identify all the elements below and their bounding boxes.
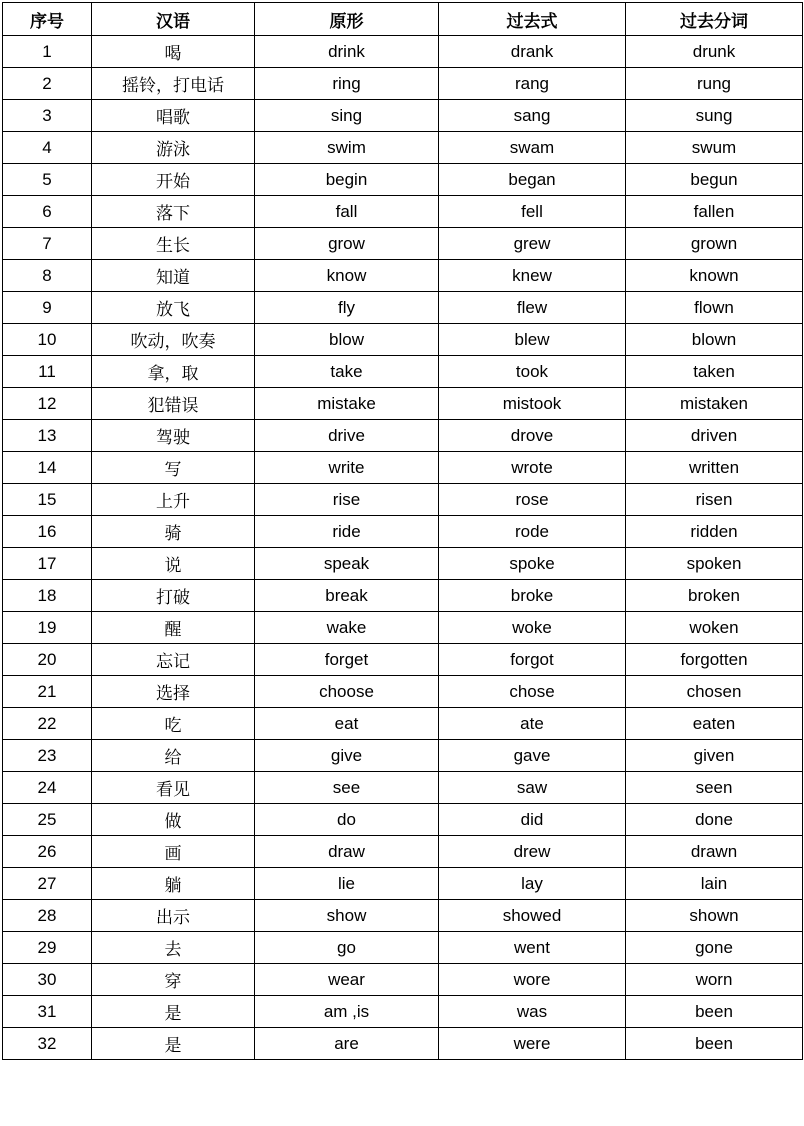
cell-past-participle: sung <box>626 100 803 132</box>
cell-base-form: choose <box>255 676 439 708</box>
cell-past-tense: rang <box>439 68 626 100</box>
cell-past-tense: flew <box>439 292 626 324</box>
table-row <box>3 868 803 900</box>
cell-past-participle: been <box>626 996 803 1028</box>
table-row <box>3 68 803 100</box>
cell-past-participle: done <box>626 804 803 836</box>
cell-chinese: 放飞 <box>92 292 255 324</box>
cell-chinese: 上升 <box>92 484 255 516</box>
table-row <box>3 228 803 260</box>
cell-past-participle: given <box>626 740 803 772</box>
cell-number: 6 <box>3 196 92 228</box>
cell-number: 13 <box>3 420 92 452</box>
cell-chinese: 是 <box>92 1028 255 1060</box>
cell-past-tense: drank <box>439 36 626 68</box>
cell-chinese: 落下 <box>92 196 255 228</box>
cell-base-form: grow <box>255 228 439 260</box>
cell-number: 10 <box>3 324 92 356</box>
table-body <box>3 36 803 1060</box>
table-row <box>3 132 803 164</box>
cell-number: 17 <box>3 548 92 580</box>
cell-chinese: 画 <box>92 836 255 868</box>
cell-base-form: take <box>255 356 439 388</box>
cell-past-participle: drunk <box>626 36 803 68</box>
table-row <box>3 932 803 964</box>
table-row <box>3 36 803 68</box>
cell-number: 24 <box>3 772 92 804</box>
cell-base-form: go <box>255 932 439 964</box>
cell-base-form: ring <box>255 68 439 100</box>
header-number: 序号 <box>3 3 92 36</box>
cell-past-participle: blown <box>626 324 803 356</box>
cell-past-tense: swam <box>439 132 626 164</box>
table-row <box>3 612 803 644</box>
cell-number: 8 <box>3 260 92 292</box>
cell-base-form: fly <box>255 292 439 324</box>
cell-past-tense: wrote <box>439 452 626 484</box>
cell-past-tense: showed <box>439 900 626 932</box>
table-row <box>3 740 803 772</box>
cell-past-participle: drawn <box>626 836 803 868</box>
table-row <box>3 548 803 580</box>
header-past-tense: 过去式 <box>439 3 626 36</box>
cell-number: 18 <box>3 580 92 612</box>
cell-past-tense: began <box>439 164 626 196</box>
table-row <box>3 708 803 740</box>
cell-past-tense: lay <box>439 868 626 900</box>
table-row <box>3 1028 803 1060</box>
cell-chinese: 给 <box>92 740 255 772</box>
cell-number: 30 <box>3 964 92 996</box>
cell-chinese: 忘记 <box>92 644 255 676</box>
cell-chinese: 唱歌 <box>92 100 255 132</box>
cell-number: 29 <box>3 932 92 964</box>
cell-number: 7 <box>3 228 92 260</box>
table-row <box>3 420 803 452</box>
cell-past-participle: ridden <box>626 516 803 548</box>
cell-past-participle: shown <box>626 900 803 932</box>
cell-number: 21 <box>3 676 92 708</box>
cell-past-tense: ate <box>439 708 626 740</box>
cell-past-participle: written <box>626 452 803 484</box>
table-row <box>3 516 803 548</box>
cell-chinese: 打破 <box>92 580 255 612</box>
header-chinese: 汉语 <box>92 3 255 36</box>
table-row <box>3 100 803 132</box>
cell-number: 2 <box>3 68 92 100</box>
cell-number: 28 <box>3 900 92 932</box>
cell-number: 11 <box>3 356 92 388</box>
cell-chinese: 躺 <box>92 868 255 900</box>
cell-number: 5 <box>3 164 92 196</box>
cell-base-form: mistake <box>255 388 439 420</box>
table-row <box>3 260 803 292</box>
cell-base-form: see <box>255 772 439 804</box>
cell-chinese: 喝 <box>92 36 255 68</box>
cell-past-participle: fallen <box>626 196 803 228</box>
cell-base-form: give <box>255 740 439 772</box>
cell-past-tense: sang <box>439 100 626 132</box>
table-row <box>3 644 803 676</box>
cell-chinese: 出示 <box>92 900 255 932</box>
cell-base-form: am ,is <box>255 996 439 1028</box>
cell-base-form: wear <box>255 964 439 996</box>
cell-base-form: drink <box>255 36 439 68</box>
cell-chinese: 吹动，吹奏 <box>92 324 255 356</box>
cell-number: 4 <box>3 132 92 164</box>
cell-chinese: 犯错误 <box>92 388 255 420</box>
cell-past-participle: forgotten <box>626 644 803 676</box>
cell-base-form: draw <box>255 836 439 868</box>
cell-past-participle: rung <box>626 68 803 100</box>
cell-base-form: sing <box>255 100 439 132</box>
cell-base-form: blow <box>255 324 439 356</box>
cell-number: 25 <box>3 804 92 836</box>
cell-base-form: speak <box>255 548 439 580</box>
cell-base-form: swim <box>255 132 439 164</box>
cell-past-participle: grown <box>626 228 803 260</box>
cell-past-tense: wore <box>439 964 626 996</box>
cell-past-tense: grew <box>439 228 626 260</box>
cell-past-tense: were <box>439 1028 626 1060</box>
cell-past-participle: been <box>626 1028 803 1060</box>
cell-past-participle: known <box>626 260 803 292</box>
cell-past-tense: broke <box>439 580 626 612</box>
cell-chinese: 去 <box>92 932 255 964</box>
table-row <box>3 900 803 932</box>
cell-past-participle: taken <box>626 356 803 388</box>
cell-number: 1 <box>3 36 92 68</box>
cell-base-form: rise <box>255 484 439 516</box>
table-row <box>3 996 803 1028</box>
cell-past-tense: blew <box>439 324 626 356</box>
cell-chinese: 写 <box>92 452 255 484</box>
cell-past-participle: gone <box>626 932 803 964</box>
table-row <box>3 452 803 484</box>
table-row <box>3 388 803 420</box>
cell-past-tense: drew <box>439 836 626 868</box>
cell-base-form: wake <box>255 612 439 644</box>
cell-chinese: 选择 <box>92 676 255 708</box>
cell-number: 16 <box>3 516 92 548</box>
cell-base-form: do <box>255 804 439 836</box>
cell-number: 26 <box>3 836 92 868</box>
cell-chinese: 驾驶 <box>92 420 255 452</box>
cell-past-participle: begun <box>626 164 803 196</box>
table-row <box>3 772 803 804</box>
cell-number: 32 <box>3 1028 92 1060</box>
cell-number: 12 <box>3 388 92 420</box>
cell-base-form: fall <box>255 196 439 228</box>
cell-base-form: ride <box>255 516 439 548</box>
cell-past-tense: took <box>439 356 626 388</box>
cell-past-participle: spoken <box>626 548 803 580</box>
cell-past-participle: flown <box>626 292 803 324</box>
header-past-participle: 过去分词 <box>626 3 803 36</box>
cell-base-form: drive <box>255 420 439 452</box>
cell-number: 15 <box>3 484 92 516</box>
cell-chinese: 穿 <box>92 964 255 996</box>
cell-number: 14 <box>3 452 92 484</box>
cell-past-tense: forgot <box>439 644 626 676</box>
cell-past-tense: woke <box>439 612 626 644</box>
cell-chinese: 开始 <box>92 164 255 196</box>
cell-chinese: 游泳 <box>92 132 255 164</box>
table-row <box>3 164 803 196</box>
cell-past-participle: woken <box>626 612 803 644</box>
cell-past-participle: worn <box>626 964 803 996</box>
cell-chinese: 是 <box>92 996 255 1028</box>
cell-past-tense: mistook <box>439 388 626 420</box>
cell-past-tense: rose <box>439 484 626 516</box>
cell-past-participle: broken <box>626 580 803 612</box>
table-row <box>3 964 803 996</box>
cell-past-tense: went <box>439 932 626 964</box>
cell-past-tense: drove <box>439 420 626 452</box>
table-row <box>3 484 803 516</box>
cell-number: 31 <box>3 996 92 1028</box>
cell-number: 27 <box>3 868 92 900</box>
cell-past-participle: mistaken <box>626 388 803 420</box>
table-row <box>3 836 803 868</box>
cell-past-participle: driven <box>626 420 803 452</box>
table-row <box>3 324 803 356</box>
cell-past-participle: seen <box>626 772 803 804</box>
cell-past-tense: spoke <box>439 548 626 580</box>
cell-past-tense: was <box>439 996 626 1028</box>
cell-chinese: 生长 <box>92 228 255 260</box>
cell-past-tense: saw <box>439 772 626 804</box>
cell-past-participle: risen <box>626 484 803 516</box>
cell-past-participle: lain <box>626 868 803 900</box>
cell-base-form: lie <box>255 868 439 900</box>
cell-chinese: 说 <box>92 548 255 580</box>
table-row <box>3 292 803 324</box>
cell-past-tense: did <box>439 804 626 836</box>
cell-chinese: 知道 <box>92 260 255 292</box>
cell-past-tense: knew <box>439 260 626 292</box>
cell-chinese: 拿，取 <box>92 356 255 388</box>
cell-base-form: forget <box>255 644 439 676</box>
header-base-form: 原形 <box>255 3 439 36</box>
cell-base-form: show <box>255 900 439 932</box>
table-row <box>3 804 803 836</box>
cell-number: 23 <box>3 740 92 772</box>
cell-chinese: 骑 <box>92 516 255 548</box>
table-row <box>3 676 803 708</box>
cell-chinese: 吃 <box>92 708 255 740</box>
cell-chinese: 看见 <box>92 772 255 804</box>
cell-base-form: know <box>255 260 439 292</box>
table-row <box>3 356 803 388</box>
table-row <box>3 580 803 612</box>
cell-past-participle: chosen <box>626 676 803 708</box>
cell-number: 22 <box>3 708 92 740</box>
cell-base-form: write <box>255 452 439 484</box>
cell-base-form: break <box>255 580 439 612</box>
cell-number: 9 <box>3 292 92 324</box>
cell-base-form: are <box>255 1028 439 1060</box>
header-row <box>3 3 803 36</box>
cell-past-participle: swum <box>626 132 803 164</box>
cell-past-tense: chose <box>439 676 626 708</box>
cell-base-form: begin <box>255 164 439 196</box>
cell-number: 3 <box>3 100 92 132</box>
cell-chinese: 醒 <box>92 612 255 644</box>
cell-chinese: 做 <box>92 804 255 836</box>
table-row <box>3 196 803 228</box>
cell-chinese: 摇铃，打电话 <box>92 68 255 100</box>
cell-past-tense: gave <box>439 740 626 772</box>
cell-number: 20 <box>3 644 92 676</box>
cell-base-form: eat <box>255 708 439 740</box>
irregular-verbs-table <box>2 2 803 1060</box>
cell-past-tense: rode <box>439 516 626 548</box>
cell-number: 19 <box>3 612 92 644</box>
cell-past-tense: fell <box>439 196 626 228</box>
cell-past-participle: eaten <box>626 708 803 740</box>
